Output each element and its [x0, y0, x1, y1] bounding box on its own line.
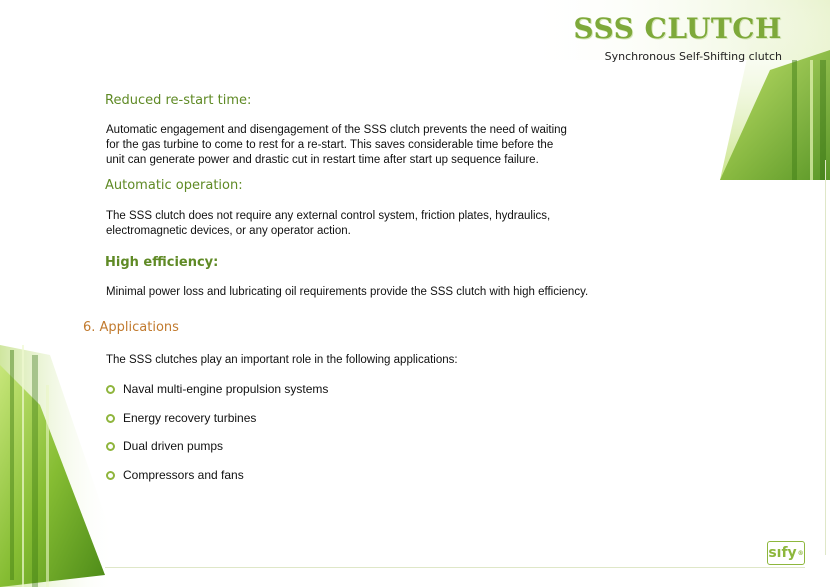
- paragraph-line: The SSS clutch does not require any external control system, friction plates, hydraulics,: [106, 210, 551, 222]
- bullet-icon: [106, 442, 115, 451]
- paragraph-line: electromagnetic devices, or any operator action.: [106, 225, 351, 237]
- logo-registered-mark: ®: [797, 549, 804, 557]
- list-item-text: Compressors and fans: [123, 467, 244, 482]
- list-item: [106, 438, 328, 467]
- heading-automatic-operation: Automatic operation:: [105, 178, 243, 193]
- list-item: [106, 381, 328, 410]
- paragraph-reduced-restart-time: [106, 123, 606, 168]
- list-item-text: Naval multi-engine propulsion systems: [123, 382, 329, 396]
- logo-text: sıfy: [768, 545, 797, 561]
- list-item-text: Energy recovery turbines: [123, 410, 257, 425]
- frame-right-line: [825, 160, 826, 555]
- list-item: [106, 467, 328, 496]
- paragraph-line: Minimal power loss and lubricating oil requirements provide the SSS clutch with high efficiency.: [106, 286, 589, 298]
- heading-high-efficiency: High efficiency:: [105, 255, 219, 270]
- bullet-icon: [106, 385, 115, 394]
- section-heading-applications: 6. Applications: [83, 320, 179, 335]
- bottom-left-decoration: [0, 345, 120, 587]
- heading-reduced-restart-time: Reduced re-start time:: [105, 93, 252, 108]
- bullet-icon: [106, 471, 115, 480]
- paragraph-line: unit can generate power and drastic cut in restart time after start up sequence failure.: [106, 154, 539, 166]
- paragraph-line: for the gas turbine to come to rest for a re-start. This saves considerable time before the: [106, 139, 554, 151]
- paragraph-high-efficiency: [106, 285, 626, 300]
- frame-bottom-line: [105, 567, 805, 568]
- page-subtitle: Synchronous Self-Shifting clutch: [604, 50, 782, 63]
- applications-intro: The SSS clutches play an important role in the following applications:: [106, 354, 458, 366]
- bullet-icon: [106, 414, 115, 423]
- list-item-text: Dual driven pumps: [123, 439, 224, 453]
- sify-logo: [767, 541, 805, 565]
- list-item: [106, 410, 328, 439]
- paragraph-automatic-operation: [106, 209, 606, 239]
- applications-list: [106, 381, 328, 495]
- paragraph-line: Automatic engagement and disengagement of the SSS clutch prevents the need of waiting: [106, 124, 567, 136]
- page-title: SSS CLUTCH: [573, 12, 782, 45]
